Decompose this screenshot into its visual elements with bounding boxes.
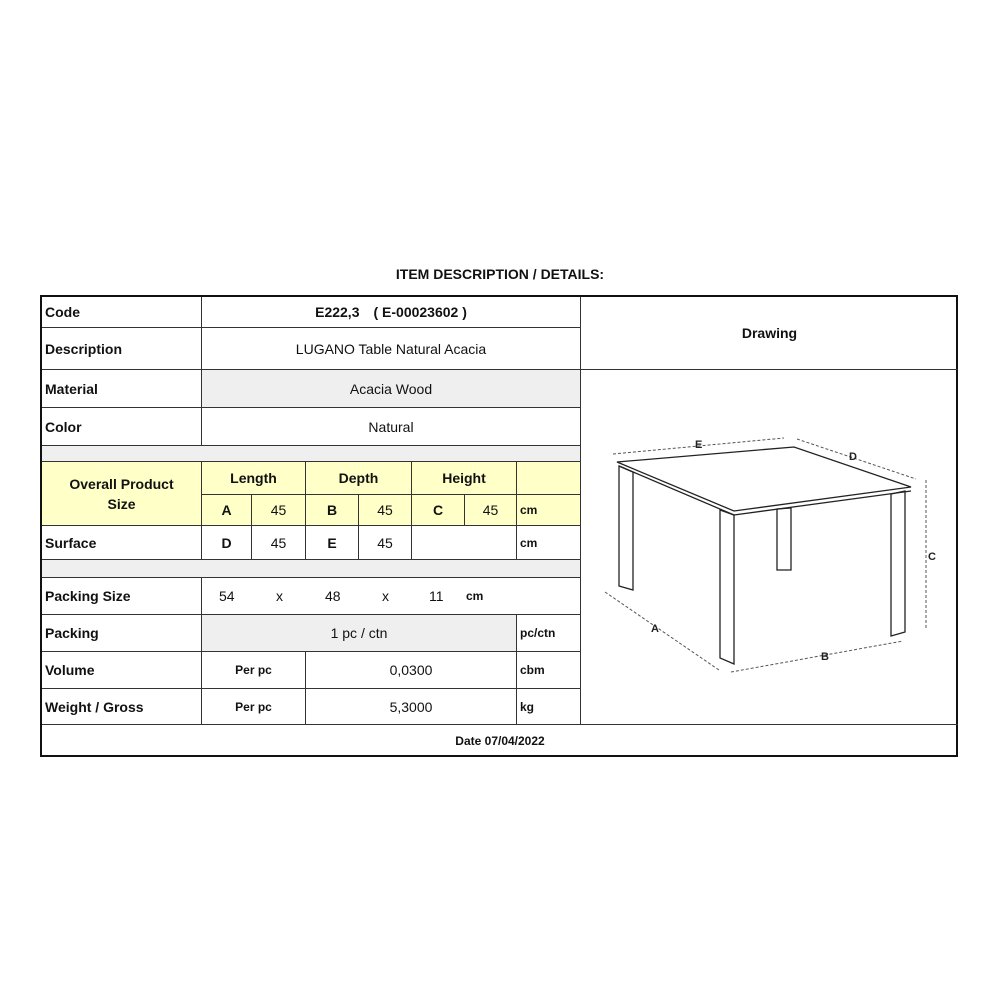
weight-per: Per pc: [202, 689, 306, 725]
depth-key: B: [306, 495, 359, 526]
surface-label: Surface: [42, 526, 202, 560]
volume-label: Volume: [42, 652, 202, 689]
surface-d-value: 45: [252, 526, 306, 560]
code-label: Code: [42, 297, 202, 328]
code-value: [202, 297, 581, 328]
depth-header: Depth: [306, 462, 412, 495]
surface-unit: cm: [517, 526, 581, 560]
weight-unit: kg: [517, 689, 581, 725]
table-drawing: [581, 370, 958, 725]
drawing-letter-b: B: [821, 651, 829, 663]
code-number: E222,3: [315, 304, 360, 320]
dim-b-line: [731, 641, 903, 672]
surface-e-key: E: [306, 526, 359, 560]
packing-height: 11: [429, 588, 444, 604]
dim-a-line: [605, 592, 719, 670]
table-top: [617, 447, 911, 511]
color-label: Color: [42, 408, 202, 446]
surface-d-key: D: [202, 526, 252, 560]
drawing-letter-a: A: [651, 623, 659, 635]
packing-unit: pc/ctn: [517, 615, 581, 652]
color-value: Natural: [202, 408, 581, 446]
material-value: Acacia Wood: [202, 370, 581, 408]
length-key: A: [202, 495, 252, 526]
height-header: Height: [412, 462, 517, 495]
packing-size-value: [202, 578, 581, 615]
packing-size-unit: cm: [466, 589, 484, 603]
packing-label: Packing: [42, 615, 202, 652]
packing-value: 1 pc / ctn: [202, 615, 517, 652]
description-label: Description: [42, 328, 202, 370]
drawing-letter-c: C: [928, 551, 936, 563]
details-sheet: [40, 295, 958, 757]
packing-length: 54: [219, 588, 235, 604]
weight-value: 5,3000: [306, 689, 517, 725]
length-header: Length: [202, 462, 306, 495]
volume-unit: cbm: [517, 652, 581, 689]
material-label: Material: [42, 370, 202, 408]
drawing-letter-e: E: [695, 439, 703, 451]
code-ref: ( E-00023602 ): [373, 304, 467, 320]
volume-per: Per pc: [202, 652, 306, 689]
drawing-letter-d: D: [849, 451, 857, 463]
volume-value: 0,0300: [306, 652, 517, 689]
drawing-area: [581, 370, 958, 725]
height-key: C: [412, 495, 465, 526]
packing-width: 48: [325, 588, 341, 604]
page-title: ITEM DESCRIPTION / DETAILS:: [395, 266, 605, 282]
spacer-row-2: [42, 560, 581, 578]
surface-e-value: 45: [359, 526, 412, 560]
packing-size-label: Packing Size: [42, 578, 202, 615]
height-value: 45: [465, 495, 517, 526]
weight-label: Weight / Gross: [42, 689, 202, 725]
overall-size-label: [42, 462, 202, 526]
surface-blank: [412, 526, 517, 560]
overall-size-label-line2: Size: [107, 495, 136, 512]
depth-value: 45: [359, 495, 412, 526]
drawing-header: Drawing: [581, 297, 958, 370]
packing-x1: x: [276, 588, 283, 604]
table-leg-front-left: [619, 466, 633, 590]
spacer-row: [42, 446, 581, 462]
table-leg-right: [891, 491, 905, 636]
table-leg-front: [720, 510, 734, 664]
description-value: LUGANO Table Natural Acacia: [202, 328, 581, 370]
overall-size-label-line1: Overall Product: [69, 475, 174, 492]
date-footer: Date 07/04/2022: [455, 734, 545, 748]
unit-header-blank: [517, 462, 581, 495]
table-leg-back: [777, 508, 791, 570]
packing-x2: x: [382, 588, 389, 604]
length-value: 45: [252, 495, 306, 526]
overall-unit: cm: [517, 495, 581, 526]
